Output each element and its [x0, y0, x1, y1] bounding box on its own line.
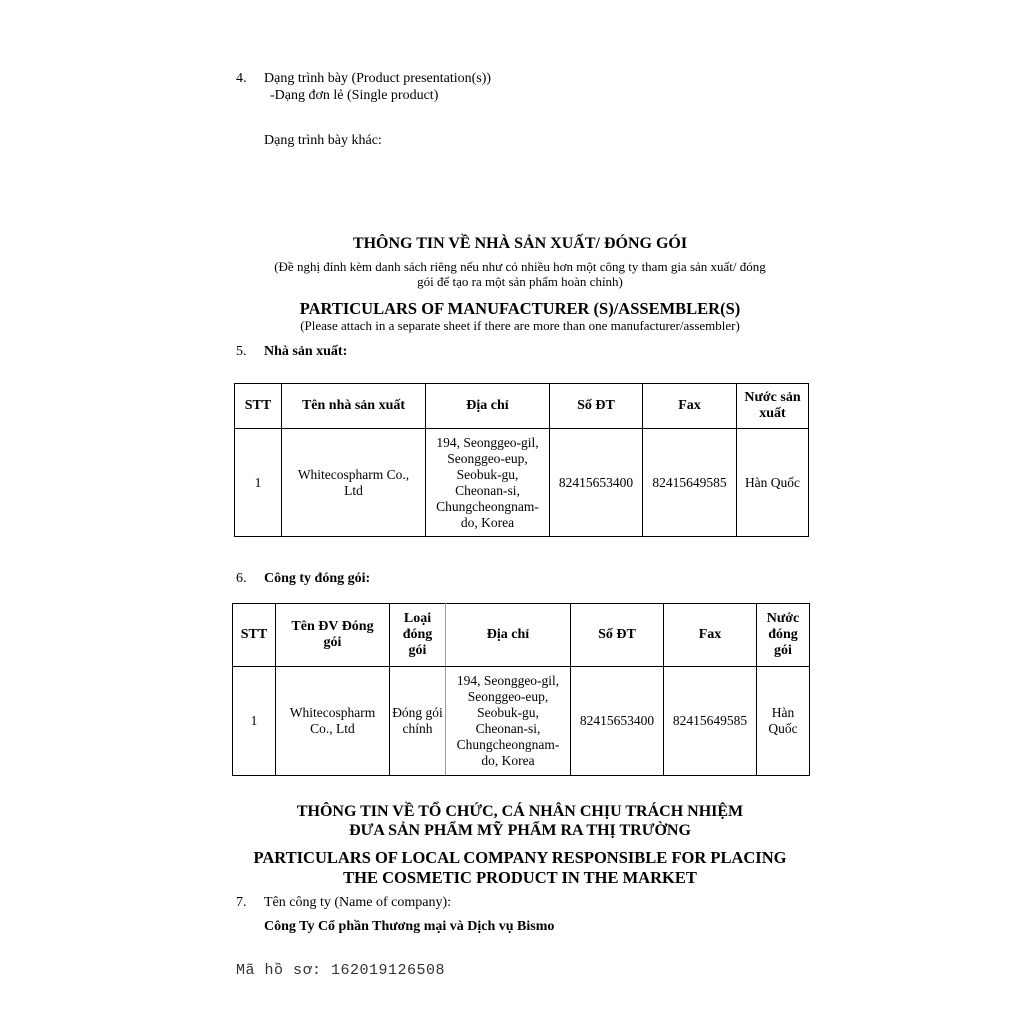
header-manufacturer-name: Tên nhà sản xuất: [282, 384, 426, 429]
name-line: Ltd: [344, 482, 363, 498]
header-address: Địa chỉ: [426, 384, 550, 429]
cell-phone: 82415653400: [571, 667, 664, 776]
manufacturer-note-vn-1: (Đề nghị đính kèm danh sách riêng nếu như có nhiều hơn một công ty tham gia sản xuất/ đóng: [274, 259, 766, 274]
cell-stt: 1: [233, 667, 276, 776]
header-name-line: Tên ĐV Đóng: [291, 619, 374, 634]
local-title-en-2: THE COSMETIC PRODUCT IN THE MARKET: [343, 868, 697, 887]
table-row: [233, 667, 810, 776]
local-title-en-1: PARTICULARS OF LOCAL COMPANY RESPONSIBLE FOR PLACING: [253, 848, 787, 867]
header-assembler-name: [276, 604, 390, 667]
name-line: Whitecospharm: [289, 705, 376, 720]
cell-packaging-type: [390, 667, 446, 776]
type-line: chính: [402, 721, 433, 736]
manufacturer-note-en: (Please attach in a separate sheet if there are more than one manufacturer/assembler): [300, 318, 740, 333]
header-phone: Số ĐT: [571, 604, 664, 667]
header-type-line: gói: [408, 643, 427, 658]
header-fax: Fax: [643, 384, 737, 429]
address-line: 194, Seonggeo-gil,: [436, 434, 539, 450]
assembler-table: [232, 603, 810, 776]
address-line: Seobuk-gu,: [477, 705, 539, 720]
type-line: Đóng gói: [392, 705, 443, 720]
header-country: [737, 384, 809, 429]
header-country-line: đóng: [768, 627, 798, 642]
cell-address: [426, 429, 550, 537]
name-line: Co., Ltd: [310, 721, 355, 736]
cell-manufacturer-name: [282, 429, 426, 537]
address-line: Seobuk-gu,: [456, 466, 519, 482]
cell-fax: 82415649585: [643, 429, 737, 537]
file-code: Mã hồ sơ: 162019126508: [236, 962, 446, 979]
company-name: Công Ty Cổ phần Thương mại và Dịch vụ Bismo: [264, 919, 555, 934]
address-line: Chungcheongnam-: [436, 498, 539, 514]
section-5-label: Nhà sản xuất:: [264, 344, 348, 359]
single-product-line: -Dạng đơn lẻ (Single product): [270, 88, 439, 103]
section-4-number: 4.: [236, 71, 247, 86]
section-5-number: 5.: [236, 344, 247, 359]
cell-fax: 82415649585: [664, 667, 757, 776]
country-line: Hàn: [771, 705, 795, 720]
address-line: Seonggeo-eup,: [467, 689, 549, 704]
local-title-vn-1: THÔNG TIN VỀ TỔ CHỨC, CÁ NHÂN CHỊU TRÁCH NHIỆM: [296, 803, 744, 820]
header-country-line: xuất: [759, 406, 786, 421]
address-line: Seonggeo-eup,: [447, 450, 528, 466]
header-packaging-type: [390, 604, 446, 667]
address-line: Chungcheongnam-: [456, 737, 560, 752]
address-line: do, Korea: [460, 514, 515, 530]
header-fax: Fax: [664, 604, 757, 667]
header-type-line: Loại: [403, 611, 432, 626]
table-header-row: [233, 604, 810, 667]
cell-address: [446, 667, 571, 776]
address-line: Cheonan-si,: [455, 482, 520, 498]
section-6-label: Công ty đóng gói:: [264, 571, 371, 586]
address-line: Cheonan-si,: [475, 721, 541, 736]
cell-assembler-name: [276, 667, 390, 776]
cell-country: Hàn Quốc: [737, 429, 809, 537]
address-line: 194, Seonggeo-gil,: [456, 673, 560, 688]
section-6-number: 6.: [236, 571, 247, 586]
address-line: do, Korea: [481, 753, 535, 768]
header-country: [757, 604, 810, 667]
manufacturer-note-vn-2: gói để tạo ra một sản phẩm hoàn chỉnh): [417, 274, 623, 289]
header-country-line: Nước: [766, 611, 800, 626]
country-line: Quốc: [768, 721, 798, 736]
other-presentation-line: Dạng trình bày khác:: [264, 133, 382, 148]
section-4-title: Dạng trình bày (Product presentation(s)): [264, 71, 492, 86]
section-7-label: Tên công ty (Name of company):: [264, 895, 451, 910]
table-header-row: [235, 384, 809, 429]
header-name-line: gói: [323, 635, 342, 650]
header-stt: STT: [233, 604, 276, 667]
header-phone: Số ĐT: [550, 384, 643, 429]
header-country-line: Nước sản: [744, 390, 801, 405]
manufacturer-title-en: PARTICULARS OF MANUFACTURER (S)/ASSEMBLER(S): [299, 299, 741, 318]
table-row: [235, 429, 809, 537]
name-line: Whitecospharm Co.,: [297, 466, 410, 482]
section-7-number: 7.: [236, 895, 247, 910]
header-stt: STT: [235, 384, 282, 429]
header-type-line: đóng: [402, 627, 433, 642]
cell-country: [757, 667, 810, 776]
cell-stt: 1: [235, 429, 282, 537]
manufacturer-table: [234, 383, 809, 537]
header-address: Địa chỉ: [446, 604, 571, 667]
manufacturer-title-vn: THÔNG TIN VỀ NHÀ SẢN XUẤT/ ĐÓNG GÓI: [352, 235, 688, 252]
cell-phone: 82415653400: [550, 429, 643, 537]
local-title-vn-2: ĐƯA SẢN PHẨM MỸ PHẨM RA THỊ TRƯỜNG: [349, 822, 691, 839]
header-country-line: gói: [774, 643, 792, 658]
